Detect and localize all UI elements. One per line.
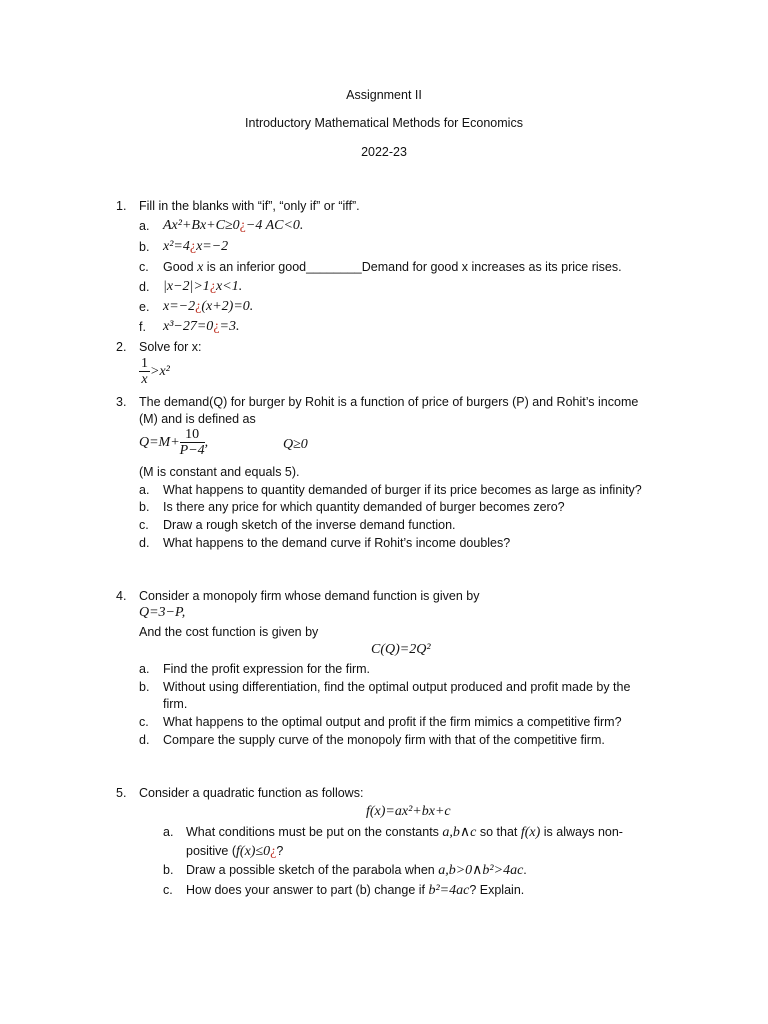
q5-number: 5. (116, 786, 127, 800)
document-title: Assignment II (346, 88, 422, 102)
q2-frac-num: 1 (141, 356, 148, 371)
q3-b-text: Is there any price for which quantity demanded of burger becomes zero? (163, 500, 565, 514)
q4-a-label: a. (139, 662, 150, 676)
q5-b-math: a,b>0∧b²>4ac (438, 863, 524, 878)
q5-c-label: c. (163, 883, 173, 897)
q1-c-x: x (197, 260, 204, 275)
q1-c-text1: Good (163, 260, 198, 274)
q3-frac-num: 10 (180, 427, 205, 443)
q5-c-line (186, 882, 524, 899)
q3-d-text: What happens to the demand curve if Rohit’s income doubles? (163, 536, 511, 550)
q5-c-math: b²=4ac (428, 883, 470, 898)
q5-function-math: f(x)=ax²+bx+c (366, 804, 451, 819)
q1-d-math: |x−2|>1 (163, 279, 210, 294)
q5-b-text2: . (523, 863, 527, 877)
q1-a-label: a. (139, 219, 150, 233)
q3-line1: The demand(Q) for burger by Rohit is a function of price of burgers (P) and Rohit’s income (139, 395, 639, 409)
q5-a-label: a. (163, 825, 174, 839)
q5-line1: Consider a quadratic function as follows: (139, 786, 364, 800)
q1-b-statement (163, 238, 228, 255)
q3-fraction (180, 427, 205, 458)
q1-d-blank: ¿ (209, 279, 217, 294)
q5-a-text4: positive ( (186, 844, 237, 858)
q1-b-math2: x=−2 (196, 239, 229, 254)
q3-equation (139, 427, 208, 458)
q3-eq-left: Q=M+ (139, 434, 180, 450)
q2-frac-den: x (141, 372, 148, 387)
q3-eq-comma: , (204, 434, 209, 450)
q5-a-math: a,b∧c (442, 825, 477, 840)
q1-e-label: e. (139, 300, 150, 314)
q5-a-line2 (186, 843, 283, 860)
q5-b-text1: Draw a possible sketch of the parabola when (186, 863, 439, 877)
q1-e-statement (163, 298, 253, 315)
q4-a-text: Find the profit expression for the firm. (163, 662, 371, 676)
q1-f-label: f. (139, 320, 146, 334)
q4-line1: Consider a monopoly firm whose demand function is given by (139, 589, 480, 603)
q5-a-math3: f(x)≤0 (236, 844, 271, 859)
q1-a-math: Ax²+Bx+C≥0 (163, 218, 240, 233)
q4-c-label: c. (139, 715, 149, 729)
q3-a-label: a. (139, 483, 150, 497)
q1-f-math: x³−27=0 (163, 319, 214, 334)
q2-text: Solve for x: (139, 340, 202, 354)
q5-a-text2: so that (476, 825, 521, 839)
q4-number: 4. (116, 589, 127, 603)
q2-rest: >x² (150, 363, 170, 379)
academic-year: 2022-23 (361, 145, 407, 159)
q1-a-math2: −4 AC<0. (245, 218, 304, 233)
q5-a-text3: is always non- (540, 825, 623, 839)
q3-c-text: Draw a rough sketch of the inverse demand function. (163, 518, 456, 532)
q3-a-text: What happens to quantity demanded of burger if its price becomes as large as infinity? (163, 483, 642, 497)
q1-c-label: c. (139, 260, 149, 274)
course-title: Introductory Mathematical Methods for Economics (245, 116, 523, 130)
q5-b-label: b. (163, 863, 174, 877)
q1-d-statement (163, 278, 242, 295)
q3-number: 3. (116, 395, 127, 409)
q1-d-label: d. (139, 280, 150, 294)
q1-text: Fill in the blanks with “if”, “only if” or “iff”. (139, 199, 360, 213)
q1-f-statement (163, 318, 239, 335)
q1-c-text2: is an inferior good________Demand for good x increases as its price rises. (203, 260, 622, 274)
q3-d-label: d. (139, 536, 150, 550)
q4-line2: And the cost function is given by (139, 625, 319, 639)
q1-f-math2: =3. (219, 319, 240, 334)
q5-a-blank: ¿ (270, 844, 277, 859)
q4-b-text2: firm. (163, 697, 188, 711)
q1-d-math2: x<1. (216, 279, 243, 294)
q1-e-math: x=−2 (163, 299, 196, 314)
q3-note: (M is constant and equals 5). (139, 465, 300, 479)
q3-frac-den: P−4 (179, 443, 205, 458)
q3-c-label: c. (139, 518, 149, 532)
q4-demand-math: Q=3−P, (139, 605, 186, 620)
q4-c-text: What happens to the optimal output and profit if the firm mimics a competitive firm? (163, 715, 622, 729)
q4-d-text: Compare the supply curve of the monopoly firm with that of the competitive firm. (163, 733, 605, 747)
q4-b-text1: Without using differentiation, find the optimal output produced and profit made by the (163, 680, 631, 694)
q1-b-math: x²=4 (163, 239, 190, 254)
q1-f-blank: ¿ (213, 319, 220, 334)
q5-a-text5: ? (276, 844, 284, 858)
q5-a-line1 (186, 824, 623, 841)
q4-cost-math: C(Q)=2Q² (371, 642, 431, 657)
q5-c-text1: How does your answer to part (b) change if (186, 883, 429, 897)
q1-e-math2: (x+2)=0. (201, 299, 254, 314)
q4-d-label: d. (139, 733, 150, 747)
q2-number: 2. (116, 340, 127, 354)
q5-a-math2: f(x) (520, 825, 541, 840)
q2-inequality (139, 356, 170, 387)
q4-b-label: b. (139, 680, 150, 694)
q4-demand (139, 604, 185, 621)
q5-c-text2: ? Explain. (469, 883, 525, 897)
q1-e-blank: ¿ (195, 299, 202, 314)
q2-fraction (139, 356, 150, 387)
q3-condition-math: Q≥0 (283, 437, 308, 452)
q3-condition (283, 436, 308, 453)
q3-b-label: b. (139, 500, 150, 514)
q1-b-blank: ¿ (189, 239, 197, 254)
q1-b-label: b. (139, 240, 150, 254)
q1-a-blank: ¿ (239, 218, 246, 233)
q1-number: 1. (116, 199, 127, 213)
q1-c-statement (163, 259, 622, 276)
q5-b-line (186, 862, 527, 879)
q5-function (366, 803, 451, 820)
q4-cost (371, 641, 431, 658)
q3-line2: (M) and is defined as (139, 412, 256, 426)
q5-a-text1: What conditions must be put on the constants (186, 825, 443, 839)
q1-a-statement (163, 217, 303, 234)
